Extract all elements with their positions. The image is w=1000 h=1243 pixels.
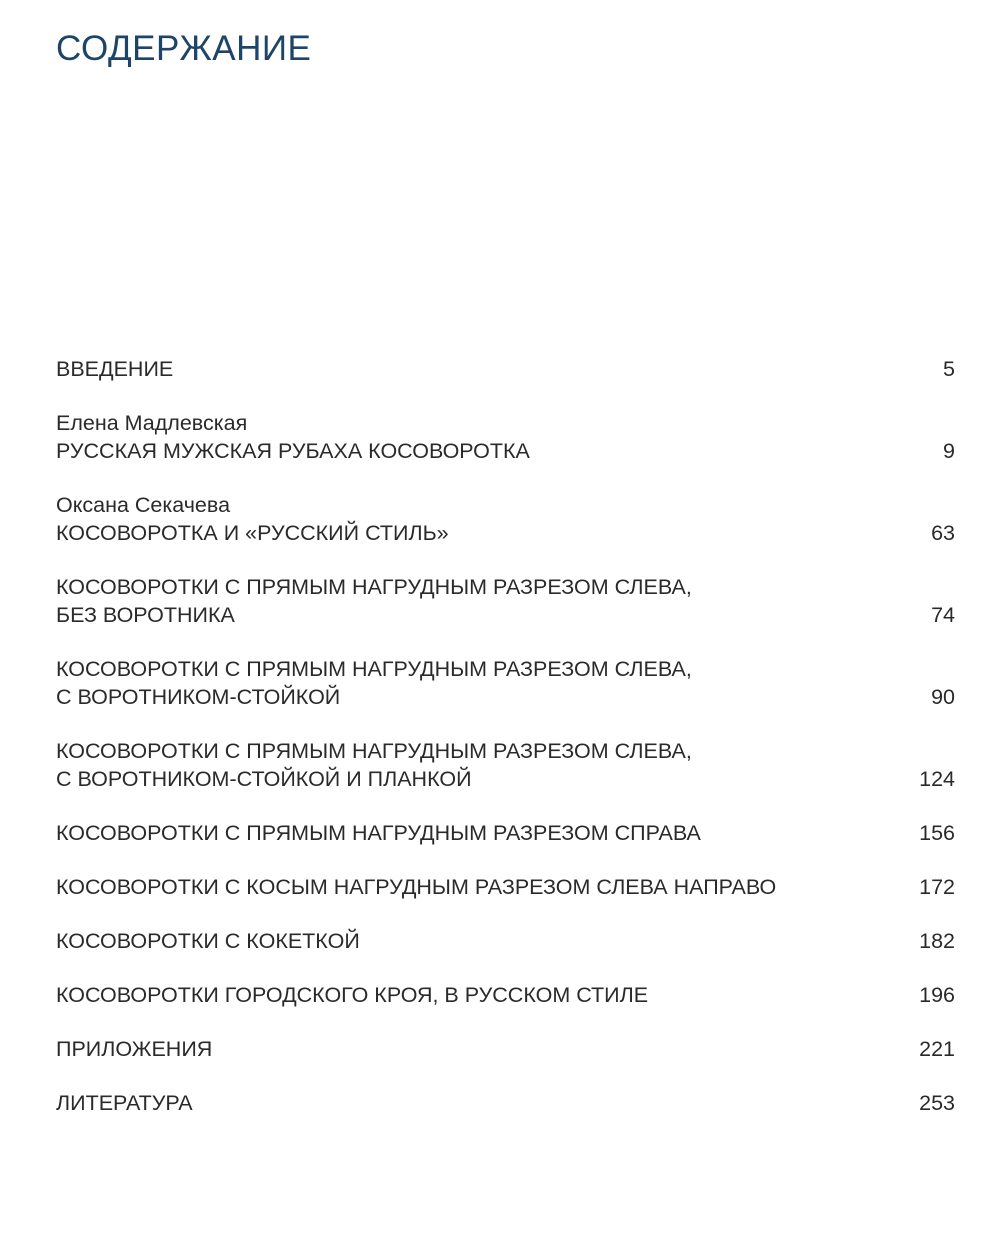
toc-entry-madlevskaya[interactable] bbox=[56, 409, 955, 465]
toc-entry-page: 221 bbox=[919, 1037, 955, 1061]
toc-entry-page: 5 bbox=[943, 357, 955, 381]
toc-entry-right-opening[interactable] bbox=[56, 819, 955, 847]
toc-entry-author: Оксана Секачева bbox=[56, 493, 231, 517]
toc-entry-appendices[interactable] bbox=[56, 1035, 955, 1063]
toc-entry-author: Елена Мадлевская bbox=[56, 411, 248, 435]
toc-entry-introduction[interactable] bbox=[56, 355, 955, 383]
toc-entry-text bbox=[56, 1089, 193, 1117]
toc-entry-title: КОСОВОРОТКИ С КОКЕТКОЙ bbox=[56, 929, 360, 953]
toc-entry-title: ПРИЛОЖЕНИЯ bbox=[56, 1037, 213, 1061]
toc-entry-bibliography[interactable] bbox=[56, 1089, 955, 1117]
toc-entry-title: ЛИТЕРАТУРА bbox=[56, 1091, 193, 1115]
toc-entry-title: КОСОВОРОТКИ С ПРЯМЫМ НАГРУДНЫМ РАЗРЕЗОМ СЛЕВА, С ВОРОТНИКОМ-СТОЙКОЙ bbox=[56, 657, 692, 709]
toc-entry-text bbox=[56, 1035, 212, 1063]
page-title: СОДЕРЖАНИЕ bbox=[56, 29, 312, 68]
toc-entry-left-stand-collar-placket[interactable] bbox=[56, 737, 955, 793]
toc-entry-page: 90 bbox=[931, 685, 955, 709]
toc-entry-yoke[interactable] bbox=[56, 927, 955, 955]
toc-entry-page: 172 bbox=[919, 875, 955, 899]
toc-entry-title: РУССКАЯ МУЖСКАЯ РУБАХА КОСОВОРОТКА bbox=[56, 439, 530, 463]
toc-entry-page: 63 bbox=[931, 521, 955, 545]
toc-entry-title: КОСОВОРОТКА И «РУССКИЙ СТИЛЬ» bbox=[56, 521, 449, 545]
toc-entry-sekacheva[interactable] bbox=[56, 491, 955, 547]
toc-entry-page: 74 bbox=[931, 603, 955, 627]
toc-entry-title: ВВЕДЕНИЕ bbox=[56, 357, 174, 381]
toc-entry-text bbox=[56, 981, 648, 1009]
toc-entry-text bbox=[56, 737, 692, 793]
toc-entry-text bbox=[56, 819, 701, 847]
toc-entry-text bbox=[56, 409, 530, 465]
toc-entry-title: КОСОВОРОТКИ С ПРЯМЫМ НАГРУДНЫМ РАЗРЕЗОМ СЛЕВА, С ВОРОТНИКОМ-СТОЙКОЙ И ПЛАНКОЙ bbox=[56, 739, 692, 791]
toc-entry-text bbox=[56, 491, 449, 547]
toc-entry-left-stand-collar[interactable] bbox=[56, 655, 955, 711]
toc-entry-text bbox=[56, 873, 776, 901]
toc-entry-title: КОСОВОРОТКИ С ПРЯМЫМ НАГРУДНЫМ РАЗРЕЗОМ СЛЕВА, БЕЗ ВОРОТНИКА bbox=[56, 575, 692, 627]
toc-entry-text bbox=[56, 355, 173, 383]
toc-entry-title: КОСОВОРОТКИ С ПРЯМЫМ НАГРУДНЫМ РАЗРЕЗОМ СПРАВА bbox=[56, 821, 701, 845]
toc-entry-page: 196 bbox=[919, 983, 955, 1007]
toc-entry-page: 124 bbox=[919, 767, 955, 791]
toc-entry-oblique-opening[interactable] bbox=[56, 873, 955, 901]
table-of-contents bbox=[56, 355, 955, 1117]
toc-entry-page: 253 bbox=[919, 1091, 955, 1115]
toc-entry-text bbox=[56, 655, 692, 711]
toc-entry-title: КОСОВОРОТКИ С КОСЫМ НАГРУДНЫМ РАЗРЕЗОМ СЛЕВА НАПРАВО bbox=[56, 875, 777, 899]
toc-entry-text bbox=[56, 927, 360, 955]
toc-entry-left-no-collar[interactable] bbox=[56, 573, 955, 629]
toc-entry-text bbox=[56, 573, 692, 629]
toc-entry-page: 156 bbox=[919, 821, 955, 845]
toc-entry-title: КОСОВОРОТКИ ГОРОДСКОГО КРОЯ, В РУССКОМ СТИЛЕ bbox=[56, 983, 649, 1007]
toc-entry-page: 9 bbox=[943, 439, 955, 463]
toc-entry-page: 182 bbox=[919, 929, 955, 953]
toc-entry-urban-cut[interactable] bbox=[56, 981, 955, 1009]
